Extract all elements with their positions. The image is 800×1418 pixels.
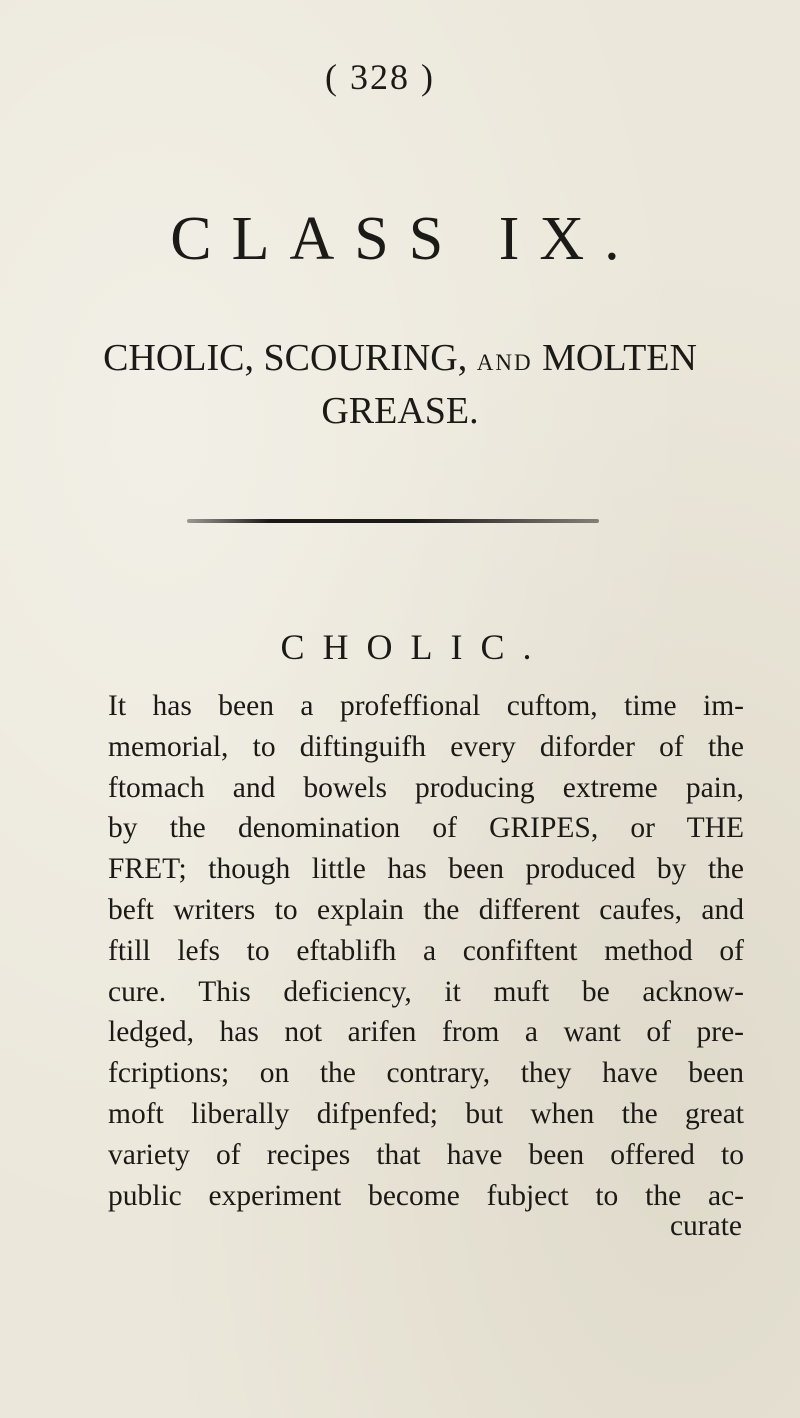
body-line: memorial, to diftinguifh every diforder of the xyxy=(108,730,744,763)
body-line: beft writers to explain the different caufes, and xyxy=(108,893,744,926)
body-line: by the denomination of GRIPES, or THE xyxy=(108,812,744,845)
body-line: ftomach and bowels producing extreme pain, xyxy=(108,771,744,804)
body-line: ledged, has not arifen from a want of pre- xyxy=(108,1016,744,1049)
body-paragraph xyxy=(108,686,744,1216)
body-line: variety of recipes that have been offered to xyxy=(108,1138,744,1171)
section-heading: CHOLIC. xyxy=(280,627,550,667)
subtitle-line-2: GREASE. xyxy=(321,390,479,432)
body-line: It has been a profeffional cuftom, time im- xyxy=(108,690,744,722)
catchword: curate xyxy=(669,1210,742,1242)
subtitle-part-2: MOLTEN xyxy=(532,337,697,379)
page-number: ( 328 ) xyxy=(325,57,435,97)
subtitle-line-1 xyxy=(30,334,770,387)
class-heading: CLASS IX. xyxy=(170,205,640,273)
body-line: fcriptions; on the contrary, they have been xyxy=(108,1057,744,1090)
subtitle-and: AND xyxy=(476,350,533,375)
body-line: ftill lefs to eftablifh a confiftent method of xyxy=(108,934,744,967)
ornamental-rule xyxy=(187,519,599,523)
class-subtitle xyxy=(30,334,770,435)
body-line: FRET; though little has been produced by the xyxy=(108,853,744,886)
subtitle-part-1: CHOLIC, SCOURING, xyxy=(103,337,477,379)
body-line: moft liberally difpenfed; but when the great xyxy=(108,1097,744,1130)
body-line: public experiment become fubject to the ac- xyxy=(108,1179,744,1212)
body-line: cure. This deficiency, it muft be acknow- xyxy=(108,975,744,1008)
